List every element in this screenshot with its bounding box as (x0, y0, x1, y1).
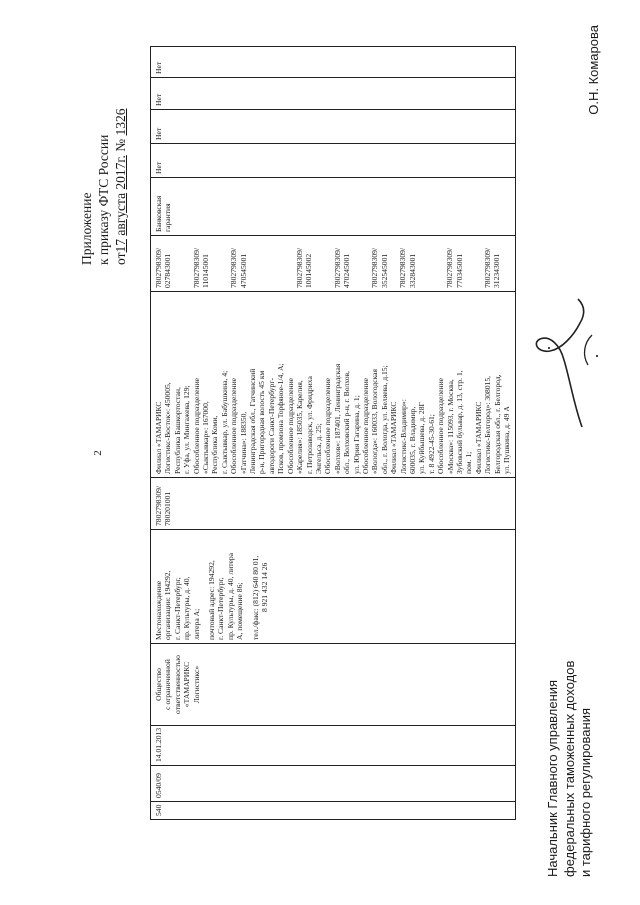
branch-line: Псков, промзона Торфяное-1/4, А; (276, 363, 286, 474)
page-number: 2 (92, 450, 104, 456)
mark-dot (596, 355, 598, 357)
branch-code-line: 100145002 (304, 253, 314, 288)
branch-line: ул. Пушкина, д. 49 А (502, 406, 512, 474)
registry-table (150, 46, 516, 820)
cell-address: Местонахождение организации: 194292, г. Санкт-Петербург, пр. Культуры, д. 40, литера А; почтовый адрес: 194292, г. Санкт-Петербург, пр. Культуры, д. 40, литера А, помещение 86; тел./факс: (812) 640 80 01, 8 921 432 14 26 (151, 529, 515, 643)
branch-code-line: 770345001 (454, 253, 464, 288)
branch-code-line: 7802798309/ (154, 247, 163, 288)
branch-code-line: 027843001 (163, 253, 173, 288)
branch-line: г. Петрозаводск, ул. Фридриха (304, 376, 314, 474)
branch-line: Логистикс-Владимир»: (398, 399, 408, 474)
appendix-order: к приказу ФТС России (96, 134, 111, 265)
branch-line: Филиал «ТАМАРИКС (389, 401, 399, 474)
cell-org-name: Общество с ограниченной ответственностью «ТАМАРИКС Логистикс» (151, 643, 515, 725)
branch-line: Ленинградская обл., Гатчинский (248, 368, 258, 474)
signature-title: Начальник Главного управления федеральных таможенных доходов и тарифного регулирования (545, 660, 593, 877)
cell-date: 14.01.2013 (151, 725, 515, 765)
branch-code-line (351, 239, 360, 288)
branch-line: Белгородская обл., г. Белгород, (492, 374, 502, 474)
branch-line: Обособленное подразделение (191, 377, 201, 474)
cell-branches (151, 291, 515, 477)
appendix-month: августа (113, 192, 128, 236)
handwritten-signature-icon (522, 285, 612, 435)
branch-code-line: 7802798309/ (294, 247, 304, 288)
appendix-year: 2017г. (113, 155, 128, 190)
branch-code-line: 332843001 (407, 253, 417, 288)
branch-code-line (286, 239, 295, 288)
branch-code-line: 7802798309/ (482, 247, 492, 288)
branch-code-line: 7802798309/ (370, 247, 380, 288)
branch-code-line: 312343001 (492, 253, 502, 288)
branch-line: Филиал «ТАМАРИКС (473, 401, 483, 474)
branch-code-line (220, 239, 229, 288)
branch-line: Филиал «ТАМАРИКС (154, 401, 163, 474)
signatory-name: О.Н. Комарова (586, 25, 601, 115)
branch-code-line (248, 239, 257, 288)
branch-line: ул. Юрия Гагарина, д. 1; (351, 395, 361, 474)
branch-code-line: 7802798309/ (332, 247, 342, 288)
appendix-date-line: от17 августа 2017г. № 1326 (113, 108, 128, 265)
cell-guarantee: Банковская гарантия (151, 177, 515, 235)
appendix-day: 17 (113, 239, 128, 253)
branch-line: обл., Волховский р-н, г. Волхов, (342, 370, 352, 474)
branch-line: Логистикс-Восток»: 450005, (163, 382, 173, 474)
branch-line: Энгельса, д. 25; (313, 423, 323, 474)
branch-line: «Карелия»: 185035, Карелия, (295, 380, 305, 474)
branch-line: «Сыктывкар»: 167000, (201, 401, 211, 474)
branch-line: т. 8 4922-45-30-61; (426, 414, 436, 474)
branch-line: 600035, г. Владимир, (407, 406, 417, 474)
branch-code-line: 470245001 (341, 253, 351, 288)
branch-code-line (436, 239, 445, 288)
cell-branch-codes (151, 235, 515, 291)
branch-code-line: 7802798309/ (445, 247, 455, 288)
branch-line: Республика Коми, (210, 415, 220, 474)
branch-line: ул. Куйбышева, д. 28Г (417, 402, 427, 474)
cell-reg-number: 0540/09 (151, 765, 515, 801)
branch-code-line (257, 239, 266, 288)
branch-line: обл., г. Вологда, ул. Беляева, д.15; (379, 365, 389, 474)
appendix-title: Приложение (79, 192, 94, 265)
branch-line: Обособленное подразделение (436, 377, 446, 474)
branch-line: «Гатчина»: 188350, (238, 411, 248, 474)
branch-code-line (427, 239, 436, 288)
branch-code-line: 470545001 (238, 253, 248, 288)
branch-code-line (323, 239, 332, 288)
appendix-header (78, 25, 129, 265)
branch-line: Обособленное подразделение (360, 377, 370, 474)
branch-code-line (182, 239, 191, 288)
branch-line: г. Уфа, ул. Мингажева, 129; (182, 385, 192, 474)
branch-line: «Москва»: 115093, г. Москва, (445, 379, 455, 474)
branch-code-line (474, 239, 483, 288)
branch-code-line (267, 239, 276, 288)
cell-col-b: Нет (151, 109, 515, 143)
branch-line: г. Сыктывкар, ул. Бабушкина, 4; (219, 370, 229, 474)
branch-code-line (389, 239, 398, 288)
branch-code-line (464, 239, 473, 288)
branch-line: «Вологда»: 160033, Вологодская (370, 368, 380, 474)
branch-code-line: 352545001 (379, 253, 389, 288)
cell-col-d: Нет (154, 61, 163, 74)
branch-code-line: 7802798309/ (229, 247, 239, 288)
branch-line: Зубовский бульвар, д. 13, стр. 1, (455, 370, 464, 474)
branch-line: «Волхов»: 187401, Ленинградская (332, 363, 342, 474)
branch-code-line: 110145001 (201, 254, 210, 288)
branch-line: Обособленное подразделение (229, 377, 239, 474)
branch-code-line (210, 239, 219, 288)
branch-line: р-н, Пригородная волость 45 км (257, 370, 267, 474)
branch-line: автодороги Санкт-Петербург- (266, 378, 276, 474)
branch-code-line: 7802798309/ (398, 247, 408, 288)
branch-line: Республика Башкортостан, (172, 387, 182, 474)
branch-code-line (314, 239, 323, 288)
branch-code-line (361, 239, 370, 288)
appendix-number: 1326 (113, 108, 128, 136)
branch-line: пом. 1; (464, 451, 474, 474)
branch-line: Обособленное подразделение (285, 377, 295, 474)
branch-code-line (276, 239, 285, 288)
cell-row-number: 540 (151, 801, 515, 819)
mark-dot (548, 347, 550, 349)
cell-inn-kpp: 7802798309/ 780201001 (151, 477, 515, 529)
branch-line: Логистикс-Белгород»: 308015, (483, 375, 493, 474)
cell-col-c: Нет (151, 77, 515, 109)
branch-code-line (417, 239, 426, 288)
cell-col-a: Нет (151, 143, 515, 177)
branch-code-line: 7802798309/ (191, 247, 201, 288)
branch-line: Обособленное подразделение (323, 377, 333, 474)
branch-code-line (173, 239, 182, 288)
